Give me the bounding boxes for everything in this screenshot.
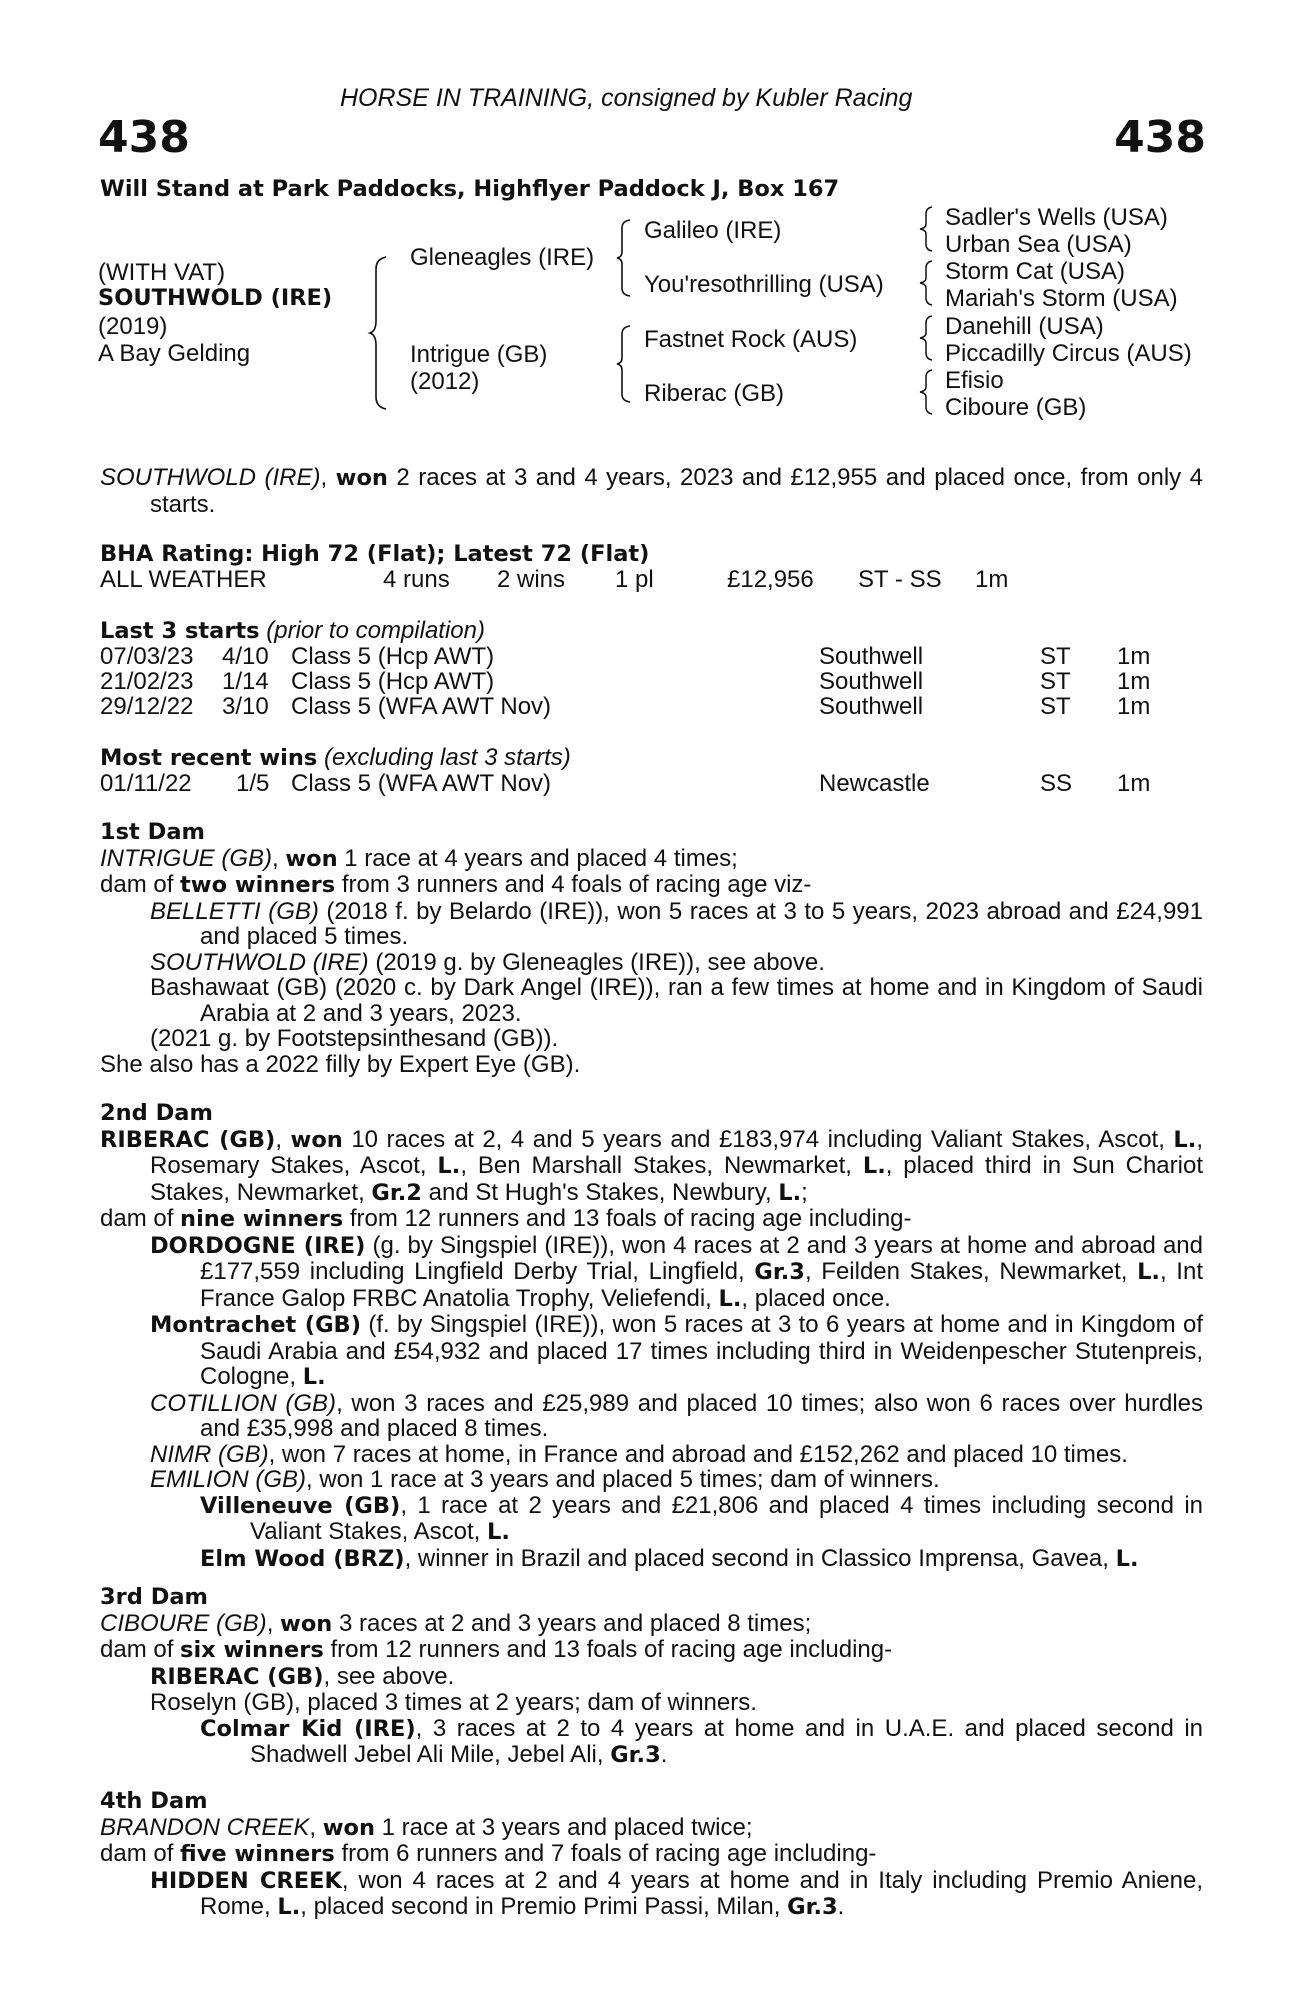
pedigree-bracket-dam (616, 324, 640, 404)
record-runs: 4 runs (383, 566, 450, 593)
progeny-entry: SOUTHWOLD (IRE) (2019 g. by Gleneagles (IRE)), see above. (150, 948, 825, 976)
pedigree-bracket-main (368, 255, 398, 410)
third-dam-section: 3rd Dam CIBOURE (GB), won 3 races at 2 and 3 years and placed 8 times; dam of six winners from 12 runners and 13 foals of racing age including- RIBERAC (GB), see above. Roselyn (GB), placed 3 times at 2 years; dam of winners. Colmar Kid (IRE), 3 races at 2 to 4 years at home and in U.A.E. and placed second in Shadwell Jebel Ali Mile, Jebel Ali, Gr.3. (100, 1584, 1204, 1768)
last-starts-heading: Last 3 starts (prior to compilation) (100, 617, 485, 644)
progeny-entry: Montrachet (GB) (f. by Singspiel (IRE)), won 5 races at 3 to 6 years at home and in Kingdom of Saudi Arabia and £54,932 and placed 17 times including third in Weidenpescher Stutenpreis, Cologne, L. (150, 1311, 1204, 1390)
stable-location: Will Stand at Park Paddocks, Highflyer Paddock J, Box 167 (100, 176, 840, 202)
gen3-6: Piccadilly Circus (AUS) (945, 340, 1192, 367)
section-heading: 4th Dam (100, 1788, 208, 1814)
gen3-1: Sadler's Wells (USA) (945, 204, 1168, 231)
dam-name: Intrigue (GB) (410, 341, 548, 368)
pedigree-bracket-sire (616, 218, 640, 298)
grand-progeny-entry: Colmar Kid (IRE), 3 races at 2 to 4 years at home and in U.A.E. and placed second in Shadwell Jebel Ali Mile, Jebel Ali, Gr.3. (200, 1714, 1204, 1768)
vat-note: (WITH VAT) (98, 259, 226, 286)
gen3-5: Danehill (USA) (945, 313, 1104, 340)
record-earnings: £12,956 (727, 566, 814, 593)
gen3-2: Urban Sea (USA) (945, 231, 1132, 258)
section-heading: 1st Dam (100, 819, 205, 845)
sire-name: Gleneagles (IRE) (410, 244, 595, 271)
progeny-entry: EMILION (GB), won 1 race at 3 years and placed 5 times; dam of winners. (150, 1466, 940, 1493)
horse-description: A Bay Gelding (98, 340, 251, 367)
progeny-entry: HIDDEN CREEK, won 4 races at 2 and 4 years at home and in Italy including Premio Aniene, Rome, L., placed second in Premio Primi Passi, Milan, Gr.3. (150, 1866, 1204, 1920)
progeny-entry: DORDOGNE (IRE) (g. by Singspiel (IRE)), won 4 races at 2 and 3 years at home and abroad and £177,559 including Lingfield Derby Trial, Lingfield, Gr.3, Feilden Stakes, Newmarket, L., Int France Galop FRBC Anatolia Trophy, Veliefendi, L., placed once. (150, 1231, 1203, 1312)
horse-name: SOUTHWOLD (IRE) (98, 285, 333, 311)
dam-dam-name: Riberac (GB) (644, 380, 785, 407)
record-courses: ST - SS (858, 566, 942, 593)
progeny-entry: COTILLION (GB), won 3 races and £25,989 and placed 10 times; also won 6 races over hurdles and £35,998 and placed 8 times. (150, 1389, 1203, 1442)
bha-rating: BHA Rating: High 72 (Flat); Latest 72 (Flat) (100, 541, 650, 567)
lot-number-left: 438 (98, 112, 190, 163)
record-wins: 2 wins (497, 566, 566, 593)
sire-sire-name: Galileo (IRE) (644, 217, 782, 244)
horse-year: (2019) (98, 313, 168, 340)
progeny-entry: (2021 g. by Footstepsinthesand (GB)). (150, 1025, 559, 1052)
dam-sire-name: Fastnet Rock (AUS) (644, 326, 858, 353)
progeny-entry: Roselyn (GB), placed 3 times at 2 years; dam of winners. (150, 1689, 757, 1716)
record-surface: ALL WEATHER (100, 566, 267, 593)
record-distance: 1m (975, 566, 1009, 593)
race-summary: SOUTHWOLD (IRE), won 2 races at 3 and 4 years, 2023 and £12,955 and placed once, from only 4 starts. (100, 464, 1204, 518)
summary-horse-name: SOUTHWOLD (IRE) (100, 464, 321, 491)
progeny-entry: BELLETTI (GB) (2018 f. by Belardo (IRE)), won 5 races at 3 to 5 years, 2023 abroad and £24,991 and placed 5 times. (150, 897, 1203, 950)
progeny-entry: RIBERAC (GB), see above. (150, 1662, 455, 1690)
progeny-entry: NIMR (GB), won 7 races at home, in France and abroad and £152,262 and placed 10 times. (150, 1440, 1128, 1468)
gen3-7: Efisio (945, 367, 1004, 394)
dam-note: She also has a 2022 filly by Expert Eye (GB). (100, 1050, 581, 1078)
pedigree-brackets-gen3 (918, 205, 938, 425)
grand-progeny-entry: Elm Wood (BRZ), winner in Brazil and placed second in Classico Imprensa, Gavea, L. (200, 1544, 1139, 1572)
gen3-3: Storm Cat (USA) (945, 258, 1126, 285)
lot-number-right: 438 (1114, 112, 1206, 163)
section-heading: 3rd Dam (100, 1584, 208, 1610)
grand-progeny-entry: Villeneuve (GB), 1 race at 2 years and £21,806 and placed 4 times including second in Valiant Stakes, Ascot, L. (200, 1491, 1203, 1545)
record-placed: 1 pl (615, 566, 654, 593)
gen3-8: Ciboure (GB) (945, 394, 1087, 421)
gen3-4: Mariah's Storm (USA) (945, 285, 1178, 312)
first-dam-section: 1st Dam INTRIGUE (GB), won 1 race at 4 years and placed 4 times; dam of two winners from 3 runners and 4 foals of racing age viz- BELLETTI (GB) (2018 f. by Belardo (IRE)), won 5 races at 3 to 5 years, 2023 abroad and £24,991 and placed 5 times. SOUTHWOLD (IRE) (2019 g. by Gleneagles (IRE)), see above. Bashawaat (GB) (2020 c. by Dark Angel (IRE)), ran a few times at home and in Kingdom of Saudi Arabia at 2 and 3 years, 2023. (2021 g. by Footstepsinthesand (GB)). She also has a 2022 filly by Expert Eye (GB). (100, 819, 1203, 1078)
second-dam-section: 2nd Dam RIBERAC (GB), won 10 races at 2, 4 and 5 years and £183,974 including Valiant Stakes, Ascot, L., Rosemary Stakes, Ascot, L., Ben Marshall Stakes, Newmarket, L., placed third in Sun Chariot Stakes, Newmarket, Gr.2 and St Hugh's Stakes, Newbury, L.; dam of nine winners from 12 runners and 13 foals of racing age including- DORDOGNE (IRE) (g. by Singspiel (IRE)), won 4 races at 2 and 3 years at home and abroad and £177,559 including Lingfield Derby Trial, Lingfield, Gr.3, Feilden Stakes, Newmarket, L., Int France Galop FRBC Anatolia Trophy, Veliefendi, L., placed once. Montrachet (GB) (f. by Singspiel (IRE)), won 5 races at 3 to 6 years at home and in Kingdom of Saudi Arabia and £54,932 and placed 17 times including third in Weidenpescher Stutenpreis, Cologne, L. COTILLION (GB), won 3 races and £25,989 and placed 10 times; also won 6 races over hurdles and £35,998 and placed 8 times. NIMR (GB), won 7 races at home, in France and abroad and £152,262 and placed 10 times. EMILION (GB), won 1 race at 3 years and placed 5 times; dam of winners. Villeneuve (GB), 1 race at 2 years and £21,806 and placed 4 times including second in Valiant Stakes, Ascot, L. Elm Wood (BRZ), winner in Brazil and placed second in Classico Imprensa, Gavea, L. (100, 1100, 1204, 1572)
section-heading: 2nd Dam (100, 1100, 213, 1126)
sire-dam-name: You'resothrilling (USA) (644, 271, 884, 298)
fourth-dam-section: 4th Dam BRANDON CREEK, won 1 race at 3 years and placed twice; dam of five winners from 6 runners and 7 foals of racing age including- HIDDEN CREEK, won 4 races at 2 and 4 years at home and in Italy including Premio Aniene, Rome, L., placed second in Premio Primi Passi, Milan, Gr.3. (100, 1788, 1204, 1920)
dam-year: (2012) (410, 368, 480, 395)
progeny-entry: Bashawaat (GB) (2020 c. by Dark Angel (IRE)), ran a few times at home and in Kingdom of Saudi Arabia at 2 and 3 years, 2023. (150, 974, 1203, 1027)
recent-wins-heading: Most recent wins (excluding last 3 starts) (100, 744, 571, 771)
catalogue-header: HORSE IN TRAINING, consigned by Kubler Racing (340, 84, 913, 112)
